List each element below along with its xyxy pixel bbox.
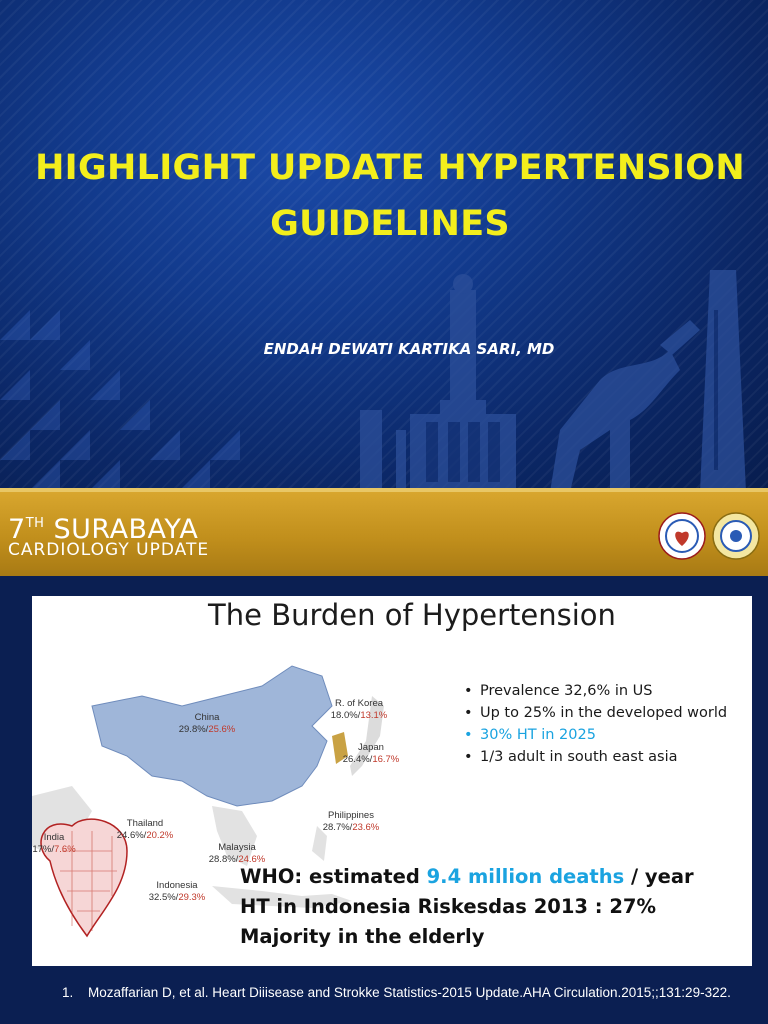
map-label-name: R. of Korea bbox=[334, 698, 384, 709]
map-label-china bbox=[172, 712, 242, 736]
brand-number: 7 bbox=[8, 514, 26, 545]
list-item: • Prevalence 32,6% in US bbox=[462, 680, 752, 702]
conference-title bbox=[8, 510, 198, 544]
map-label-value-alt: 25.6% bbox=[208, 724, 236, 735]
burden-title: The Burden of Hypertension bbox=[208, 598, 616, 632]
map-label-philippines bbox=[316, 810, 386, 834]
map-label-indonesia bbox=[142, 880, 212, 904]
map-label-value: 29.8%/ bbox=[178, 724, 209, 735]
map-label-name: Japan bbox=[358, 742, 384, 753]
author-name: ENDAH DEWATI KARTIKA SARI, MD bbox=[263, 340, 555, 358]
who-suffix: / year bbox=[624, 865, 694, 888]
map-label-value-alt: 13.1% bbox=[360, 710, 388, 721]
perki-logo-icon bbox=[658, 512, 706, 560]
reference-number: 1. bbox=[62, 985, 74, 1000]
map-label-name: Indonesia bbox=[156, 880, 198, 891]
surabaya-skyline-icon bbox=[300, 250, 768, 492]
map-label-value-alt: 24.6% bbox=[238, 854, 266, 865]
map-label-india bbox=[32, 832, 76, 856]
map-label-value: 17%/ bbox=[32, 844, 54, 855]
elderly-line: Majority in the elderly bbox=[240, 925, 485, 948]
who-line bbox=[240, 862, 694, 892]
map-label-value: 24.6%/ bbox=[116, 830, 147, 841]
map-label-value: 26.4%/ bbox=[342, 754, 373, 765]
list-item-highlight: • 30% HT in 2025 bbox=[462, 724, 752, 746]
map-label-value: 28.8%/ bbox=[208, 854, 239, 865]
map-label-value-alt: 23.6% bbox=[352, 822, 380, 833]
brand-ordinal: TH bbox=[25, 516, 45, 531]
map-label-name: India bbox=[43, 832, 65, 843]
map-label-value-alt: 20.2% bbox=[146, 830, 174, 841]
map-label-name: China bbox=[194, 712, 220, 723]
list-item: • 1/3 adult in south east asia bbox=[462, 746, 752, 768]
map-label-value-alt: 29.3% bbox=[178, 892, 206, 903]
map-label-thailand bbox=[110, 818, 180, 842]
brand-city: SURABAYA bbox=[53, 514, 199, 545]
burden-panel bbox=[32, 596, 752, 966]
who-statistics bbox=[240, 862, 694, 952]
map-label-name: Philippines bbox=[328, 810, 374, 821]
map-label-value: 28.7%/ bbox=[322, 822, 353, 833]
map-label-value-alt: 16.7% bbox=[372, 754, 400, 765]
map-label-value-alt: 7.6% bbox=[54, 844, 76, 855]
who-prefix: WHO: estimated bbox=[240, 865, 427, 888]
map-label-korea bbox=[324, 698, 394, 722]
map-label-japan bbox=[336, 742, 406, 766]
conference-subtitle: CARDIOLOGY UPDATE bbox=[8, 540, 210, 560]
map-label-name: Thailand bbox=[126, 818, 164, 829]
map-label-value: 18.0%/ bbox=[330, 710, 361, 721]
university-logo-icon bbox=[712, 512, 760, 560]
burden-bullet-list bbox=[462, 680, 752, 768]
presentation-title: HIGHLIGHT UPDATE HYPERTENSION GUIDELINES bbox=[35, 148, 745, 244]
title-slide bbox=[0, 0, 768, 492]
ht-indonesia-line: HT in Indonesia Riskesdas 2013 : 27% bbox=[240, 895, 657, 918]
reference-text: Mozaffarian D, et al. Heart Diiisease and Strokke Statistics-2015 Update.AHA Circulation.2015;;131:29-322. bbox=[88, 985, 731, 1000]
map-label-name: Malaysia bbox=[218, 842, 256, 853]
list-item: • Up to 25% in the developed world bbox=[462, 702, 752, 724]
who-deaths-highlight: 9.4 million deaths bbox=[426, 865, 625, 888]
map-label-value: 32.5%/ bbox=[148, 892, 179, 903]
triangle-pattern bbox=[0, 300, 300, 492]
